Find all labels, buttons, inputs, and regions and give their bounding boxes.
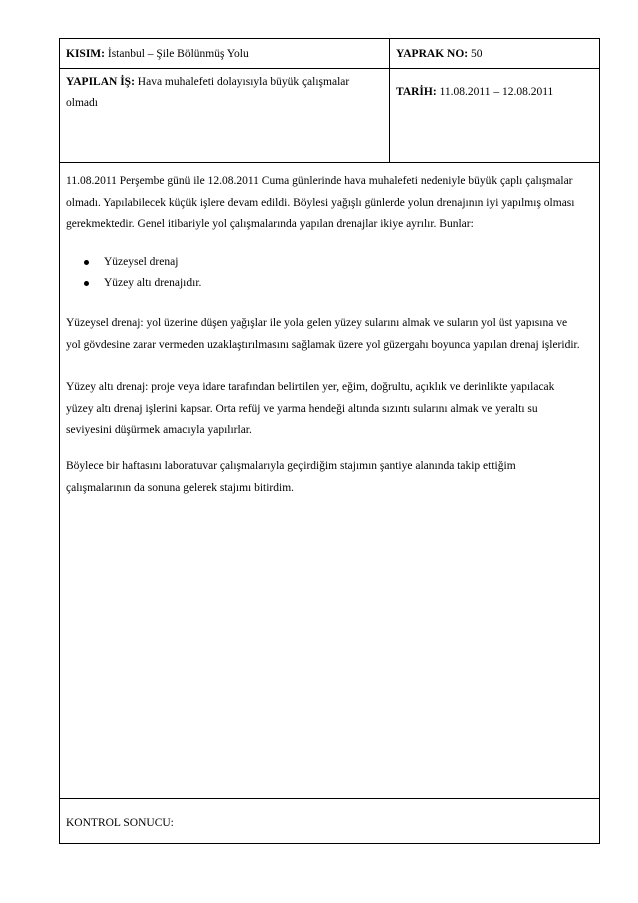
tarih-label: TARİH:: [396, 86, 437, 98]
yapilan-cell: [66, 72, 349, 114]
yaprak-label: YAPRAK NO:: [396, 48, 469, 60]
column-divider: [389, 69, 390, 162]
paragraph-3-line: Yüzey altı drenaj: proje veya idare tarafından belirtilen yer, eğim, doğrultu, açıklık ve derinlikte yapılacak: [66, 381, 555, 393]
paragraph-4-line: çalışmalarının da sonuna gelerek stajımı bitirdim.: [66, 481, 295, 494]
tarih-cell: [396, 83, 553, 101]
bullet-text: Yüzey altı drenajıdır.: [104, 277, 202, 289]
paragraph-1-line: olmadı. Yapılabilecek küçük işlere devam edildi. Böylesi yağışlı günlerde yolun drenajının iyi yapılmış olması: [66, 196, 575, 209]
paragraph-3-line: seviyesini düşürmek amacıyla yapılırlar.: [66, 424, 252, 436]
kisim-value: İstanbul – Şile Bölünmüş Yolu: [104, 48, 249, 60]
paragraph-2-line: Yüzeysel drenaj: yol üzerine düşen yağışlar ile yola gelen yüzey sularını almak ve suların yol üst yapısına ve: [66, 317, 568, 329]
bullet-icon: [84, 260, 89, 265]
paragraph-2-line: yol gövdesine zarar vermeden uzaklaştırılmasını sağlamak üzere yol güzergahı boyunca yapılan drenaj işleridir.: [66, 338, 580, 351]
header-row-1: [60, 39, 599, 69]
yapilan-value-line1: Hava muhalefeti dolayısıyla büyük çalışmalar: [134, 76, 350, 88]
yapilan-value-line2: olmadı: [66, 97, 98, 109]
report-body: [60, 163, 599, 799]
kisim-cell: [66, 45, 249, 63]
column-divider: [389, 39, 390, 68]
yaprak-value: 50: [468, 48, 483, 60]
report-sheet: [59, 38, 600, 844]
bullet-text: Yüzeysel drenaj: [104, 256, 179, 268]
yapilan-label: YAPILAN İŞ:: [66, 76, 135, 88]
tarih-value: 11.08.2011 – 12.08.2011: [436, 86, 554, 98]
paragraph-1-line: gerekmektedir. Genel itibariyle yol çalışmalarında yapılan drenajlar ikiye ayrılır. Bunlar:: [66, 218, 474, 230]
paragraph-4: [66, 456, 593, 499]
paragraph-1: [66, 171, 593, 236]
paragraph-2: [66, 313, 593, 356]
paragraph-3: [66, 377, 593, 442]
bullet-item: [84, 273, 201, 294]
kontrol-sonucu-label: KONTROL SONUCU:: [66, 817, 174, 829]
paragraph-3-line: yüzey altı drenaj işlerini kapsar. Orta refüj ve yarma hendeği altında sızıntı sularını almak ve yeraltı su: [66, 402, 538, 415]
header-row-2: [60, 69, 599, 163]
bullet-icon: [84, 281, 89, 286]
yaprak-cell: [396, 45, 482, 63]
paragraph-4-line: Böylece bir haftasını laboratuvar çalışmalarıyla geçirdiğim stajımın şantiye alanında takip ettiğim: [66, 460, 516, 472]
kisim-label: KISIM:: [66, 48, 105, 60]
bullet-item: [84, 252, 178, 273]
paragraph-1-line: 11.08.2011 Perşembe günü ile 12.08.2011 Cuma günlerinde hava muhalefeti nedeniyle büyük çaplı çalışmalar: [66, 175, 573, 187]
